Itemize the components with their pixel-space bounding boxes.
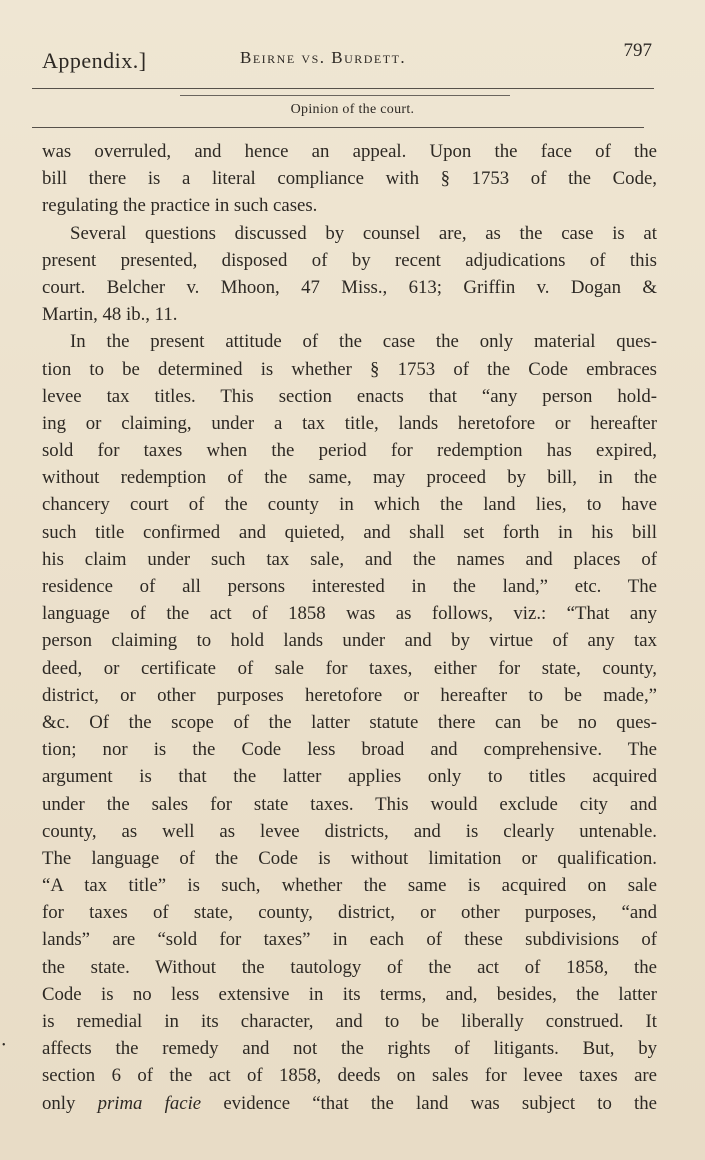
text-line: chancery court of the county in which the land lies, to have [42, 494, 657, 516]
text-line: tion; nor is the Code less broad and comprehensive. The [42, 739, 657, 761]
text-line: lands” are “sold for taxes” in each of these subdivisions of [42, 929, 657, 951]
text-line: the state. Without the tautology of the act of 1858, the [42, 956, 657, 978]
text-line: bill there is a literal compliance with § 1753 of the Code, [42, 168, 657, 190]
page-number: 797 [623, 40, 652, 61]
text-line: language of the act of 1858 was as follows, viz.: “That any [42, 603, 657, 625]
text-line: district, or other purposes heretofore or hereafter to be made,” [42, 684, 657, 706]
header-section-label: Appendix.] [42, 48, 147, 73]
text-line: residence of all persons interested in the land,” etc. The [42, 576, 657, 597]
text-line: person claiming to hold lands under and by virtue of any tax [42, 630, 657, 652]
text-line: Martin, 48 ib., 11. [42, 304, 178, 326]
text-line: was overruled, and hence an appeal. Upon the face of the [42, 141, 657, 162]
text-line: under the sales for state taxes. This would exclude city and [42, 793, 657, 815]
italic-phrase: prima facie [97, 1092, 202, 1114]
subheading-rule [32, 127, 644, 128]
text-line: ing or claiming, under a tax title, lands heretofore or hereafter [42, 412, 657, 434]
paragraph-start-line: In the present attitude of the case the only material ques- [70, 331, 657, 353]
text-line: sold for taxes when the period for redemption has expired, [42, 440, 657, 462]
text-line: “A tax title” is such, whether the same is acquired on sale [42, 875, 657, 897]
text-line: argument is that the latter applies only to titles acquired [42, 766, 657, 788]
header-rule [32, 88, 654, 89]
text-line: regulating the practice in such cases. [42, 195, 318, 217]
text-line: &c. Of the scope of the latter statute there can be no ques- [42, 711, 657, 733]
text-line: Code is no less extensive in its terms, and, besides, the latter [42, 983, 657, 1005]
header-rule-short [180, 95, 510, 96]
text-line: his claim under such tax sale, and the names and places of [42, 548, 657, 570]
last-line-start: only [42, 1092, 76, 1114]
text-line: deed, or certificate of sale for taxes, either for state, county, [42, 657, 657, 679]
paragraph-start-line: Several questions discussed by counsel are, as the case is at [70, 222, 657, 244]
running-header [42, 40, 662, 80]
text-line: section 6 of the act of 1858, deeds on sales for levee taxes are [42, 1065, 657, 1087]
body-text [42, 138, 657, 1117]
text-line: for taxes of state, county, district, or other purposes, “and [42, 902, 657, 924]
text-line: affects the remedy and not the rights of litigants. But, by [42, 1038, 657, 1060]
text-line: court. Belcher v. Mhoon, 47 Miss., 613; Griffin v. Dogan & [42, 276, 657, 298]
section-subheading: Opinion of the court. [290, 102, 415, 117]
last-line-end: evidence “that the land was subject to the [223, 1092, 657, 1114]
text-line: The language of the Code is without limitation or qualification. [42, 847, 657, 869]
text-line: present presented, disposed of by recent adjudications of this [42, 249, 657, 271]
last-text-line [42, 1090, 657, 1117]
text-line: is remedial in its character, and to be liberally construed. It [42, 1011, 657, 1032]
header-case-title: Beirne vs. Burdett. [240, 48, 407, 67]
text-line: levee tax titles. This section enacts that “any person hold- [42, 385, 657, 407]
text-line: such title confirmed and quieted, and shall set forth in his bill [42, 521, 657, 543]
text-line: without redemption of the same, may proceed by bill, in the [42, 467, 657, 489]
margin-mark: • [2, 1040, 6, 1051]
text-line: county, as well as levee districts, and is clearly untenable. [42, 820, 657, 842]
text-line: tion to be determined is whether § 1753 of the Code embraces [42, 358, 657, 380]
